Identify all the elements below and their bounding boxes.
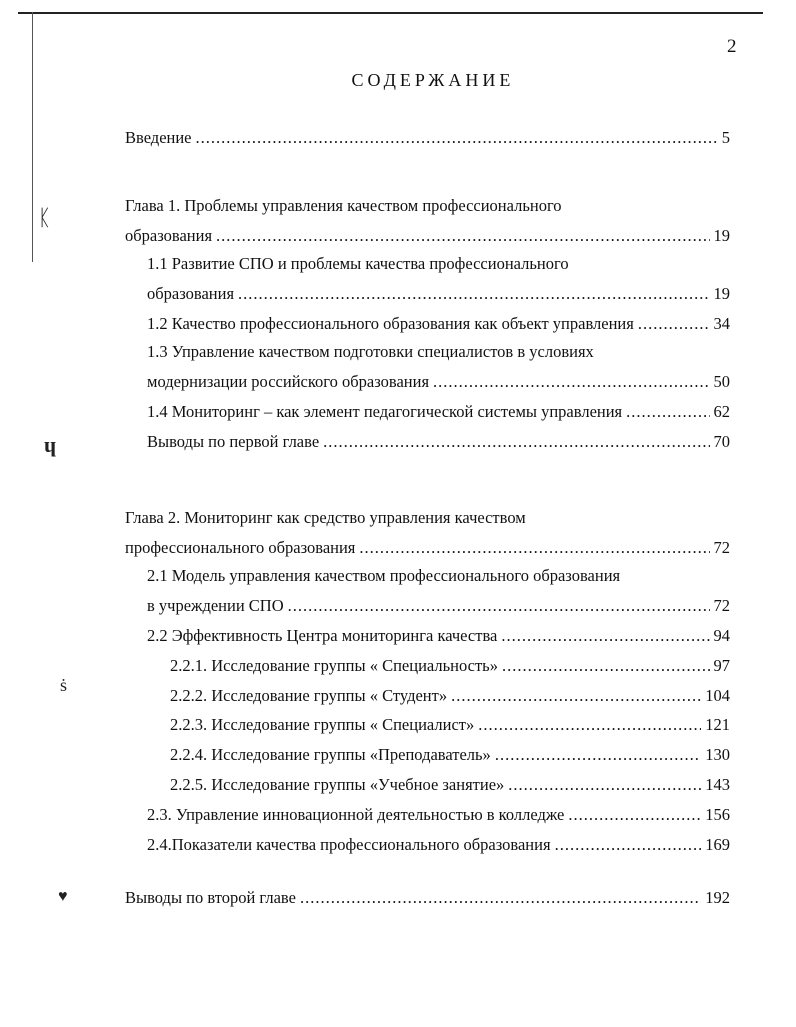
toc-page-number: 50	[713, 372, 730, 391]
toc-entry-title: 2.2.5. Исследование группы «Учебное занятие»	[170, 775, 505, 794]
page-border-top	[18, 12, 763, 14]
dot-leader	[555, 835, 702, 855]
toc-page-number: 97	[713, 656, 730, 675]
toc-entry-continued-line	[147, 254, 569, 276]
toc-entry-title: 1.3 Управление качеством подготовки специалистов в условиях	[147, 342, 594, 361]
toc-entry-title: модернизации российского образования	[147, 372, 430, 391]
toc-page-number: 192	[705, 888, 730, 907]
toc-entry	[125, 888, 730, 910]
margin-handwritten-mark: ♥	[58, 888, 68, 905]
dot-leader	[495, 745, 701, 765]
dot-leader	[568, 805, 701, 825]
toc-page-number: 62	[713, 402, 730, 421]
toc-page-number: 121	[705, 715, 730, 734]
toc-entry-continued-line	[125, 508, 526, 530]
toc-entry	[147, 314, 730, 336]
dot-leader	[626, 402, 709, 422]
toc-entry-title: Выводы по первой главе	[147, 432, 320, 451]
toc-page-number: 143	[705, 775, 730, 794]
toc-entry-title: 2.2.3. Исследование группы « Специалист»	[170, 715, 475, 734]
toc-entry	[147, 626, 730, 648]
toc-entry	[147, 432, 730, 454]
toc-entry	[147, 835, 730, 857]
toc-entry	[170, 656, 730, 678]
toc-page-number: 19	[713, 226, 730, 245]
toc-entry	[147, 372, 730, 394]
dot-leader	[508, 775, 701, 795]
toc-entry-title: образования	[147, 284, 235, 303]
margin-handwritten-mark: ṡ	[60, 675, 68, 695]
toc-entry-title: 1.4 Мониторинг – как элемент педагогической системы управления	[147, 402, 623, 421]
dot-leader	[359, 538, 709, 558]
page-title: СОДЕРЖАНИЕ	[351, 70, 515, 90]
toc-entry-title: Глава 2. Мониторинг как средство управления качеством	[125, 508, 526, 527]
dot-leader	[323, 432, 709, 452]
toc-entry-title: 2.3. Управление инновационной деятельностью в колледже	[147, 805, 565, 824]
toc-page-number: 72	[713, 596, 730, 615]
toc-entry-title: 2.2 Эффективность Центра мониторинга качества	[147, 626, 498, 645]
dot-leader	[216, 226, 709, 246]
dot-leader	[238, 284, 709, 304]
toc-entry-continued-line	[147, 342, 594, 364]
toc-page-number: 94	[713, 626, 730, 645]
toc-entry-title: 2.2.4. Исследование группы «Преподаватель»	[170, 745, 491, 764]
toc-entry	[170, 775, 730, 797]
toc-page-number: 130	[705, 745, 730, 764]
toc-entry	[170, 686, 730, 708]
toc-entry-title: 1.1 Развитие СПО и проблемы качества профессионального	[147, 254, 569, 273]
toc-entry-title: Глава 1. Проблемы управления качеством профессионального	[125, 196, 562, 215]
toc-entry-title: Выводы по второй главе	[125, 888, 296, 907]
margin-handwritten-mark: ᛕ	[38, 205, 52, 230]
dot-leader	[478, 715, 701, 735]
toc-page-number: 19	[713, 284, 730, 303]
dot-leader	[196, 128, 718, 148]
dot-leader	[502, 656, 710, 676]
dot-leader	[288, 596, 710, 616]
toc-entry-title: образования	[125, 226, 213, 245]
dot-leader	[501, 626, 709, 646]
toc-entry	[147, 284, 730, 306]
toc-entry	[147, 402, 730, 424]
toc-entry	[147, 805, 730, 827]
toc-entry-title: 1.2 Качество профессионального образования как объект управления	[147, 314, 634, 333]
toc-entry-title: 2.4.Показатели качества профессионального образования	[147, 835, 551, 854]
toc-page-number: 104	[705, 686, 730, 705]
dot-leader	[300, 888, 701, 908]
toc-entry	[170, 715, 730, 737]
dot-leader	[638, 314, 710, 334]
toc-page-number: 169	[705, 835, 730, 854]
toc-page-number: 72	[713, 538, 730, 557]
toc-entry	[147, 596, 730, 618]
toc-page-number: 70	[713, 432, 730, 451]
toc-entry	[125, 226, 730, 248]
toc-page-number: 34	[713, 314, 730, 333]
page-number: 2	[727, 36, 737, 57]
toc-entry	[125, 538, 730, 560]
toc-page-number: 5	[721, 128, 730, 147]
toc-entry-title: 2.2.1. Исследование группы « Специальность»	[170, 656, 498, 675]
dot-leader	[451, 686, 701, 706]
toc-entry-title: 2.2.2. Исследование группы « Студент»	[170, 686, 448, 705]
toc-entry-title: 2.1 Модель управления качеством профессионального образования	[147, 566, 621, 585]
toc-page-number: 156	[705, 805, 730, 824]
toc-entry-continued-line	[125, 196, 562, 218]
page-border-left	[32, 12, 33, 262]
dot-leader	[433, 372, 709, 392]
toc-entry-continued-line	[147, 566, 620, 588]
toc-entry	[125, 128, 730, 150]
toc-entry-title: в учреждении СПО	[147, 596, 284, 615]
margin-handwritten-mark: ɥ	[44, 432, 57, 457]
toc-entry	[170, 745, 730, 767]
toc-entry-title: Введение	[125, 128, 192, 147]
toc-entry-title: профессионального образования	[125, 538, 356, 557]
